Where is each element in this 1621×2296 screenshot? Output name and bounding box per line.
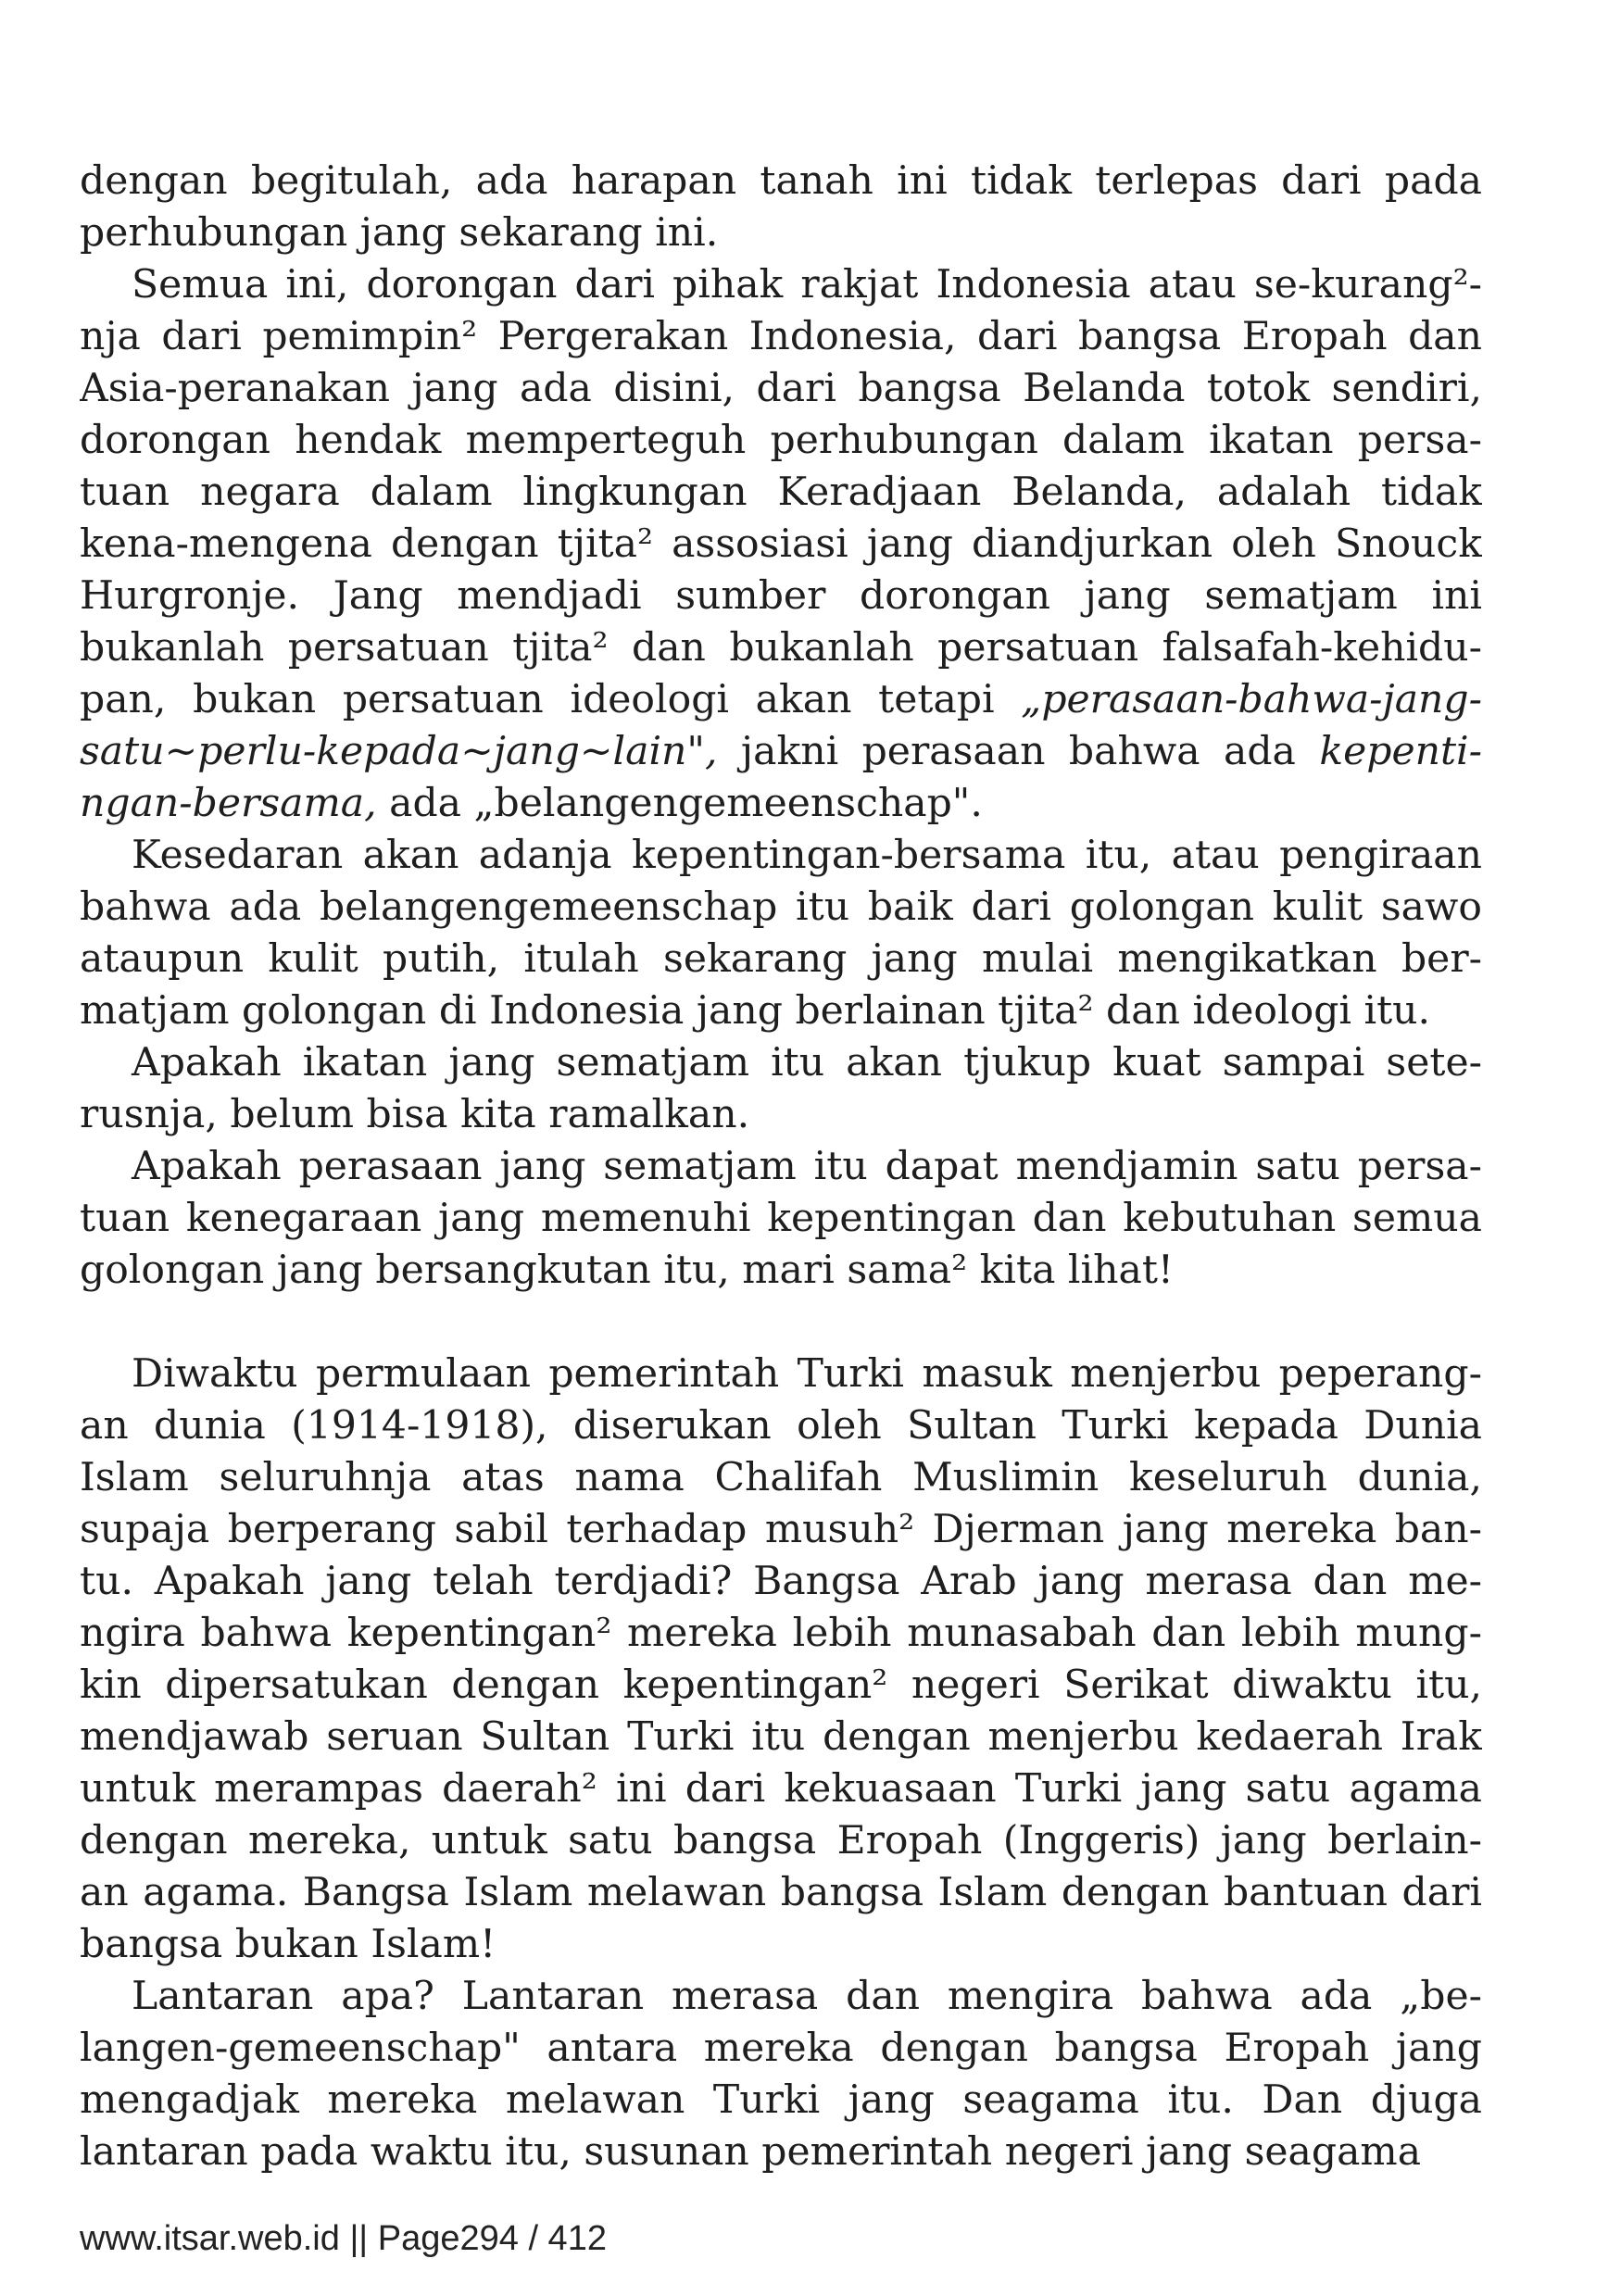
italic-text: kepenti- bbox=[1319, 729, 1482, 774]
text-line: lantaran pada waktu itu, susunan pemerintah negeri jang seagama bbox=[80, 2129, 1422, 2175]
text-line: mengadjak mereka melawan Turki jang seagama itu. Dan djuga bbox=[80, 2077, 1482, 2123]
section-gap bbox=[80, 1297, 1482, 1349]
page-body bbox=[80, 156, 1482, 2178]
text-line: tu. Apakah jang telah terdjadi? Bangsa Arab jang merasa dan me- bbox=[80, 1559, 1482, 1604]
text-line bbox=[80, 778, 1482, 830]
text-line: Semua ini, dorongan dari pihak rakjat Indonesia atau se-kurang²- bbox=[132, 262, 1482, 307]
paragraph bbox=[80, 1037, 1482, 1141]
text-line bbox=[80, 726, 1482, 778]
text-line: tuan negara dalam lingkungan Keradjaan Belanda, adalah tidak bbox=[80, 470, 1482, 515]
text-line: langen-gemeenschap" antara mereka dengan bangsa Eropah jang bbox=[80, 2026, 1482, 2071]
paragraph bbox=[80, 1349, 1482, 1971]
text-line: mendjawab seruan Sultan Turki itu dengan menjerbu kedaerah Irak bbox=[80, 1714, 1482, 1760]
text-line: bahwa ada belangengemeenschap itu baik dari golongan kulit sawo bbox=[80, 885, 1482, 930]
text-line: matjam golongan di Indonesia jang berlainan tjita² dan ideologi itu. bbox=[80, 988, 1431, 1034]
paragraph bbox=[80, 156, 1482, 259]
text-line: tuan kenegaraan jang memenuhi kepentingan dan kebutuhan semua bbox=[80, 1196, 1482, 1241]
page-footer: www.itsar.web.id || Page294 / 412 bbox=[80, 2219, 607, 2258]
text-line: Asia-peranakan jang ada disini, dari bangsa Belanda totok sendiri, bbox=[80, 366, 1482, 411]
text-line: supaja berperang sabil terhadap musuh² Djerman jang mereka ban- bbox=[80, 1507, 1482, 1552]
text-line: kin dipersatukan dengan kepentingan² negeri Serikat diwaktu itu, bbox=[80, 1662, 1482, 1708]
text-line: dorongan hendak memperteguh perhubungan dalam ikatan persa- bbox=[80, 418, 1482, 463]
paragraph bbox=[80, 1141, 1482, 1297]
text-line: Diwaktu permulaan pemerintah Turki masuk menjerbu peperang- bbox=[132, 1351, 1482, 1397]
text-line: Islam seluruhnja atas nama Chalifah Muslimin keseluruh dunia, bbox=[80, 1455, 1482, 1500]
text-line: bangsa bukan Islam! bbox=[80, 1922, 496, 1967]
text-line: nja dari pemimpin² Pergerakan Indonesia, dari bangsa Eropah dan bbox=[80, 314, 1482, 359]
text-line: ataupun kulit putih, itulah sekarang jang mulai mengikatkan ber- bbox=[80, 936, 1482, 982]
text-line: kena-mengena dengan tjita² assosiasi jang diandjurkan oleh Snouck bbox=[80, 521, 1482, 567]
paragraph bbox=[80, 830, 1482, 1037]
italic-text: satu~perlu-kepada~jang~lain", bbox=[80, 729, 718, 774]
text-line bbox=[80, 674, 1482, 726]
italic-text: ngan-bersama, bbox=[80, 781, 377, 826]
paragraph bbox=[80, 259, 1482, 830]
text-line: Apakah ikatan jang sematjam itu akan tjukup kuat sampai sete- bbox=[132, 1040, 1482, 1085]
text-line: golongan jang bersangkutan itu, mari sama² kita lihat! bbox=[80, 1248, 1174, 1293]
text-line: dengan mereka, untuk satu bangsa Eropah (Inggeris) jang berlain- bbox=[80, 1818, 1482, 1863]
paragraph bbox=[80, 1971, 1482, 2178]
text-run: pan, bukan persatuan ideologi akan tetapi bbox=[80, 677, 995, 722]
text-line: rusnja, belum bisa kita ramalkan. bbox=[80, 1092, 750, 1137]
text-line: ngira bahwa kepentingan² mereka lebih munasabah dan lebih mung- bbox=[80, 1611, 1482, 1656]
text-line: perhubungan jang sekarang ini. bbox=[80, 210, 719, 256]
text-line: Apakah perasaan jang sematjam itu dapat mendjamin satu persa- bbox=[132, 1144, 1482, 1189]
text-line: dengan begitulah, ada harapan tanah ini tidak terlepas dari pada bbox=[80, 158, 1482, 204]
text-line: an agama. Bangsa Islam melawan bangsa Islam dengan bantuan dari bbox=[80, 1870, 1482, 1915]
text-line: Kesedaran akan adanja kepentingan-bersama itu, atau pengiraan bbox=[132, 833, 1482, 878]
italic-text: „perasaan-bahwa-jang- bbox=[1021, 677, 1482, 722]
text-run: jakni perasaan bahwa ada bbox=[740, 729, 1296, 774]
text-line: Hurgronje. Jang mendjadi sumber dorongan jang sematjam ini bbox=[80, 573, 1482, 619]
text-line: untuk merampas daerah² ini dari kekuasaan Turki jang satu agama bbox=[80, 1766, 1482, 1812]
text-line: bukanlah persatuan tjita² dan bukanlah persatuan falsafah-kehidu- bbox=[80, 625, 1482, 671]
text-line: Lantaran apa? Lantaran merasa dan mengira bahwa ada „be- bbox=[132, 1974, 1482, 2019]
text-run: ada „belangengemeenschap". bbox=[389, 781, 983, 826]
text-line: an dunia (1914-1918), diserukan oleh Sultan Turki kepada Dunia bbox=[80, 1403, 1482, 1449]
